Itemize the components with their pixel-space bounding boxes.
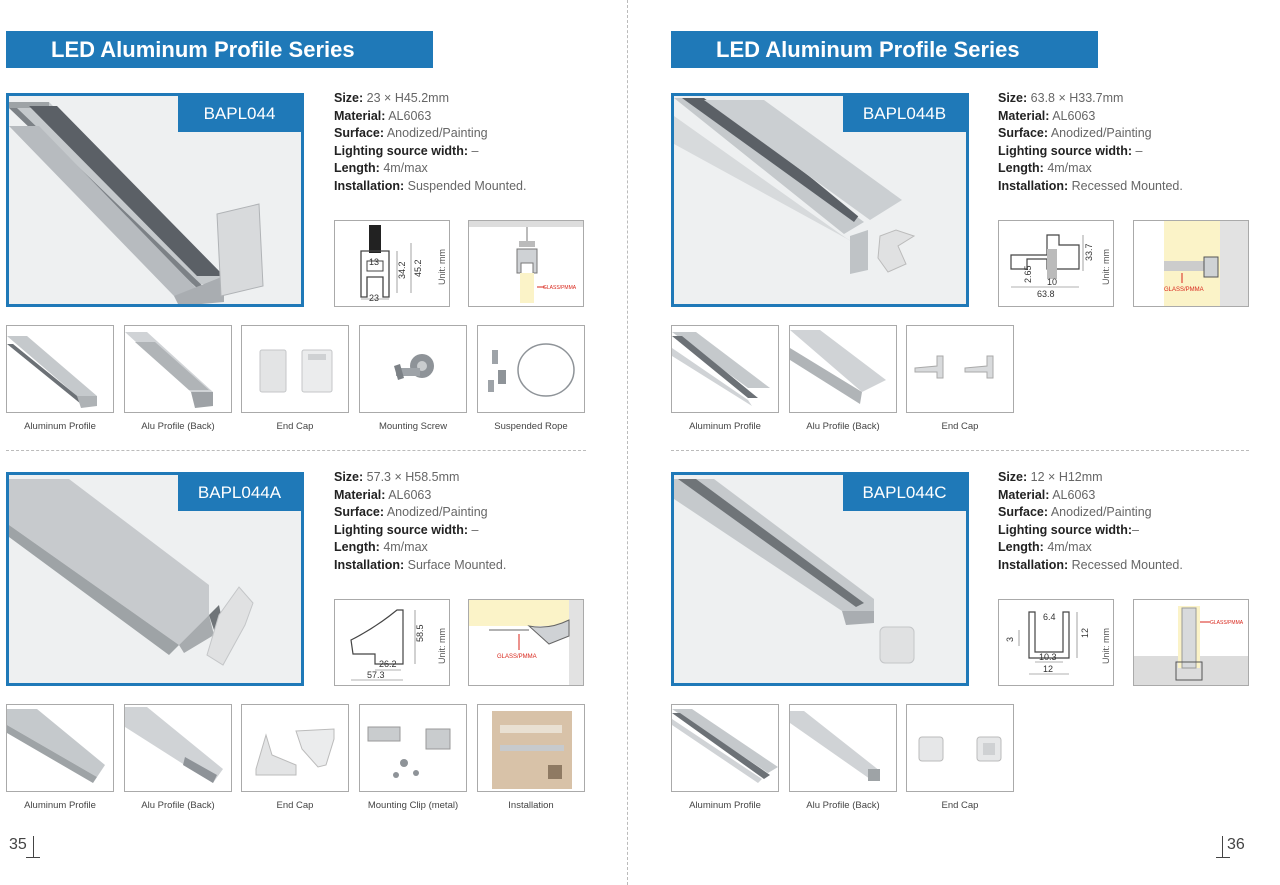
svg-text:GLASS/PMMA: GLASS/PMMA <box>1164 287 1204 293</box>
product-photo-bapl044c <box>671 472 969 686</box>
spec-size: Size: 63.8 × H33.7mm <box>998 91 1124 105</box>
svg-text:Unit: mm: Unit: mm <box>1101 249 1111 285</box>
page-number-left: 35 <box>9 836 27 853</box>
spec-installation: Installation: Recessed Mounted. <box>998 557 1183 572</box>
svg-text:57.3: 57.3 <box>367 670 385 680</box>
spec-lighting-width: Lighting source width: – <box>998 143 1143 158</box>
spec-length: Length: 4m/max <box>998 540 1092 555</box>
model-badge: BAPL044A <box>178 475 301 511</box>
model-badge: BAPL044B <box>843 96 966 132</box>
thumb-caption: Suspended Rope <box>494 421 568 432</box>
thumb-caption: End Cap <box>276 421 314 432</box>
spec-size: Size: 57.3 × H58.5mm <box>334 470 460 484</box>
thumb-caption: Alu Profile (Back) <box>141 800 215 811</box>
thumb-aluminum-profile <box>6 704 114 792</box>
product-photo-bapl044a <box>6 472 304 686</box>
thumb-caption: Alu Profile (Back) <box>806 800 880 811</box>
page-number-mark <box>1222 836 1223 858</box>
thumb-caption: Installation <box>508 800 554 811</box>
svg-text:23: 23 <box>369 293 380 303</box>
installation-diagram-bapl044a <box>468 599 584 686</box>
cross-section-diagram-bapl044c <box>998 599 1114 686</box>
thumb-alu-profile-back <box>124 325 232 413</box>
svg-text:2.65: 2.65 <box>1023 265 1033 283</box>
installation-diagram-bapl044c <box>1133 599 1249 686</box>
spec-list-bapl044b <box>998 90 1183 196</box>
spec-surface: Surface: Anodized/Painting <box>334 126 488 141</box>
cross-section-diagram-bapl044a <box>334 599 450 686</box>
cross-section-diagram-bapl044 <box>334 220 450 307</box>
spec-surface: Surface: Anodized/Painting <box>998 126 1152 141</box>
spec-material: Material: AL6063 <box>334 108 432 123</box>
thumb-mounting-screw <box>359 325 467 413</box>
product-photo-bapl044b <box>671 93 969 307</box>
thumb-caption: Mounting Screw <box>378 421 448 432</box>
thumb-caption: Aluminum Profile <box>24 421 96 432</box>
spec-length: Length: 4m/max <box>998 161 1092 176</box>
cross-section-diagram-bapl044b <box>998 220 1114 307</box>
svg-text:10.3: 10.3 <box>1039 652 1057 662</box>
svg-text:GLASS/PMMA: GLASS/PMMA <box>1210 620 1244 626</box>
thumb-aluminum-profile <box>671 704 779 792</box>
svg-text:33.7: 33.7 <box>1084 243 1094 261</box>
svg-text:45.2: 45.2 <box>413 259 423 277</box>
spec-material: Material: AL6063 <box>998 487 1096 502</box>
thumb-caption: End Cap <box>276 800 314 811</box>
svg-text:GLASS/PMMA: GLASS/PMMA <box>497 654 537 660</box>
thumb-suspended-rope <box>477 325 585 413</box>
thumb-caption: End Cap <box>941 800 979 811</box>
thumb-caption: Alu Profile (Back) <box>806 421 880 432</box>
svg-text:63.8: 63.8 <box>1037 289 1055 299</box>
svg-text:Unit: mm: Unit: mm <box>437 628 447 664</box>
svg-text:58.5: 58.5 <box>415 624 425 642</box>
page-number-mark <box>1216 857 1230 858</box>
spec-material: Material: AL6063 <box>998 108 1096 123</box>
thumb-end-cap <box>906 325 1014 413</box>
thumb-end-cap <box>241 704 349 792</box>
thumb-end-cap <box>241 325 349 413</box>
svg-text:3: 3 <box>1005 636 1015 642</box>
spec-installation: Installation: Surface Mounted. <box>334 557 507 572</box>
thumb-aluminum-profile <box>6 325 114 413</box>
svg-text:10: 10 <box>1047 277 1058 287</box>
model-badge: BAPL044 <box>178 96 301 132</box>
svg-text:GLASS/PMMA: GLASS/PMMA <box>543 285 577 291</box>
svg-text:6.4: 6.4 <box>1043 612 1056 622</box>
thumb-caption: Aluminum Profile <box>24 800 96 811</box>
svg-text:13: 13 <box>369 257 380 267</box>
spec-material: Material: AL6063 <box>334 487 432 502</box>
page-divider <box>627 0 628 885</box>
thumb-installation <box>477 704 585 792</box>
installation-diagram-bapl044 <box>468 220 584 307</box>
svg-text:12: 12 <box>1043 664 1054 674</box>
thumb-aluminum-profile <box>671 325 779 413</box>
spec-lighting-width: Lighting source width: – <box>334 522 479 537</box>
model-badge: BAPL044C <box>843 475 966 511</box>
section-divider <box>671 450 1249 451</box>
page-number-mark <box>26 857 40 858</box>
thumb-caption: Aluminum Profile <box>689 800 761 811</box>
page-number-right: 36 <box>1227 836 1245 853</box>
thumb-alu-profile-back <box>789 704 897 792</box>
left-page-title: LED Aluminum Profile Series <box>6 31 433 68</box>
thumb-alu-profile-back <box>789 325 897 413</box>
section-divider <box>6 450 586 451</box>
svg-text:34.2: 34.2 <box>397 261 407 279</box>
thumb-end-cap <box>906 704 1014 792</box>
thumb-caption: Aluminum Profile <box>689 421 761 432</box>
svg-text:Unit: mm: Unit: mm <box>1101 628 1111 664</box>
thumb-caption: End Cap <box>941 421 979 432</box>
installation-diagram-bapl044b <box>1133 220 1249 307</box>
spec-size: Size: 12 × H12mm <box>998 470 1103 484</box>
spec-list-bapl044c <box>998 469 1183 575</box>
spec-lighting-width: Lighting source width: – <box>334 143 479 158</box>
spec-list-bapl044 <box>334 90 526 196</box>
page-number-mark <box>33 836 34 858</box>
spec-surface: Surface: Anodized/Painting <box>998 505 1152 520</box>
spec-installation: Installation: Recessed Mounted. <box>998 178 1183 193</box>
thumb-caption: Alu Profile (Back) <box>141 421 215 432</box>
svg-text:Unit: mm: Unit: mm <box>437 249 447 285</box>
spec-size: Size: 23 × H45.2mm <box>334 91 450 105</box>
svg-text:26.2: 26.2 <box>379 659 397 669</box>
right-page-title: LED Aluminum Profile Series <box>671 31 1098 68</box>
spec-lighting-width: Lighting source width:– <box>998 522 1139 537</box>
product-photo-bapl044 <box>6 93 304 307</box>
svg-text:12: 12 <box>1080 627 1090 638</box>
spec-length: Length: 4m/max <box>334 540 428 555</box>
spec-length: Length: 4m/max <box>334 161 428 176</box>
spec-installation: Installation: Suspended Mounted. <box>334 178 527 193</box>
thumb-alu-profile-back <box>124 704 232 792</box>
thumb-caption: Mounting Clip (metal) <box>367 800 459 811</box>
thumb-mounting-clip <box>359 704 467 792</box>
spec-surface: Surface: Anodized/Painting <box>334 505 488 520</box>
spec-list-bapl044a <box>334 469 506 575</box>
